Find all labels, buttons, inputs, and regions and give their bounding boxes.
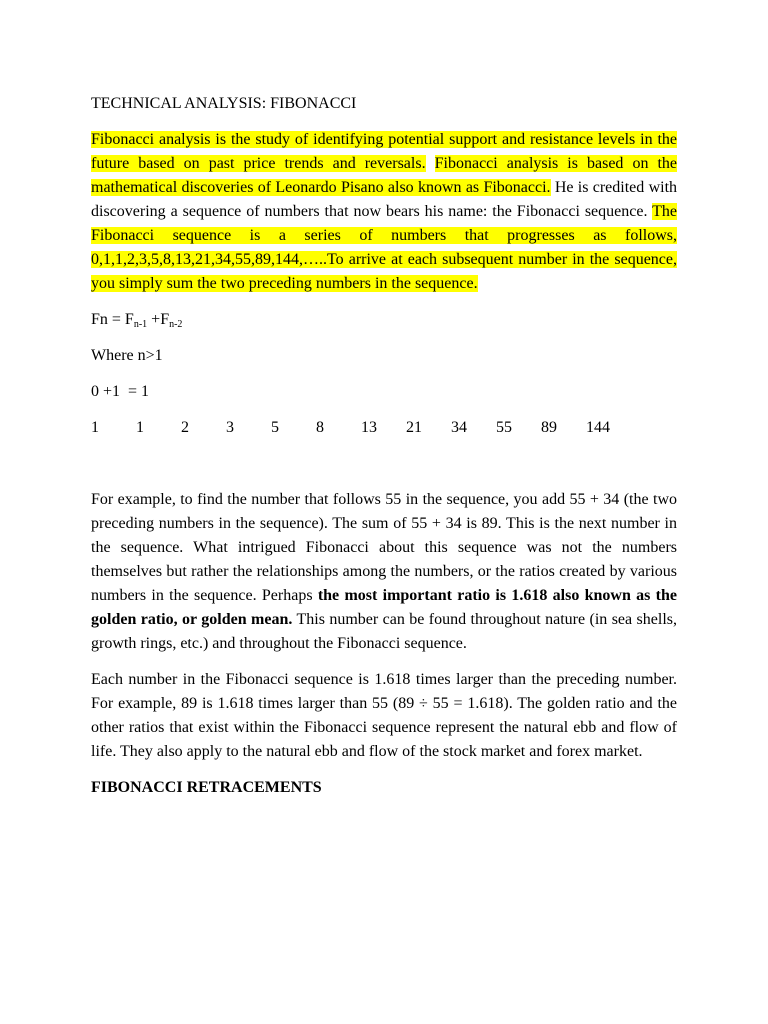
sequence-number: 13	[361, 419, 377, 436]
sequence-number: 2	[181, 419, 189, 436]
document-page	[91, 92, 677, 800]
section-heading: FIBONACCI RETRACEMENTS	[91, 779, 322, 796]
golden-ratio-bold: the most important ratio is 1.618 also known as the golden ratio, or golden mean.	[91, 587, 677, 628]
formula-subscript-1: n-1	[133, 319, 148, 330]
highlight-sentence-4: The Fibonacci sequence is a series of numbers that progresses as follows, 0,1,1,2,3,5,8,13,21,34,55,89,144,…..To arrive at each subsequent number in the sequence, you simply sum the two preceding numbers in the sequence.	[91, 203, 677, 292]
sequence-number: 3	[226, 419, 234, 436]
sequence-row	[91, 416, 677, 440]
document-title: TECHNICAL ANALYSIS: FIBONACCI	[91, 95, 357, 112]
formula-lhs: Fn = F	[91, 311, 134, 328]
highlight-sentence-2: Fibonacci analysis is based on the mathematical discoveries of Leonardo Pisano also known as Fibonacci.	[91, 155, 678, 196]
example-paragraph	[91, 488, 677, 656]
sequence-number: 34	[451, 419, 467, 436]
formula-subscript-2: n-2	[169, 319, 183, 330]
sequence-number: 55	[496, 419, 512, 436]
formula-mid: +F	[147, 311, 170, 328]
sum-example: 0 +1 = 1	[91, 383, 150, 400]
highlight-sentence-1: Fibonacci analysis is the study of identifying potential support and resistance levels in the future based on past price trends and reversals.	[91, 131, 677, 172]
where-condition: Where n>1	[91, 347, 163, 364]
fibonacci-formula	[91, 308, 677, 332]
sequence-number: 1	[91, 419, 99, 436]
sequence-number: 1	[136, 419, 144, 436]
ratio-paragraph: Each number in the Fibonacci sequence is 1.618 times larger than the preceding number. For example, 89 is 1.618 times larger than 55 (89 ÷ 55 = 1.618). The golden ratio and the other ratios that exist within the Fibonacci sequence represent the natural ebb and flow of life. They also apply to the natural ebb and flow of the stock market and forex market.	[91, 671, 677, 760]
intro-sentence-3: He is credited with discovering a sequence of numbers that now bears his name: the Fibonacci sequence.	[91, 179, 678, 220]
sequence-number: 21	[406, 419, 422, 436]
sequence-number: 144	[586, 419, 610, 436]
sequence-number: 5	[271, 419, 279, 436]
intro-paragraph	[91, 128, 677, 296]
example-text-2: This number can be found throughout nature (in sea shells, growth rings, etc.) and throughout the Fibonacci sequence.	[91, 611, 677, 652]
sequence-number: 8	[316, 419, 324, 436]
sequence-number: 89	[541, 419, 557, 436]
example-text-1: For example, to find the number that follows 55 in the sequence, you add 55 + 34 (the two preceding numbers in the sequence). The sum of 55 + 34 is 89. This is the next number in the sequence. What intrigued Fibonacci about this sequence was not the numbers themselves but rather the relationships among the numbers, or the ratios created by various numbers in the sequence. Perhaps	[91, 491, 677, 604]
